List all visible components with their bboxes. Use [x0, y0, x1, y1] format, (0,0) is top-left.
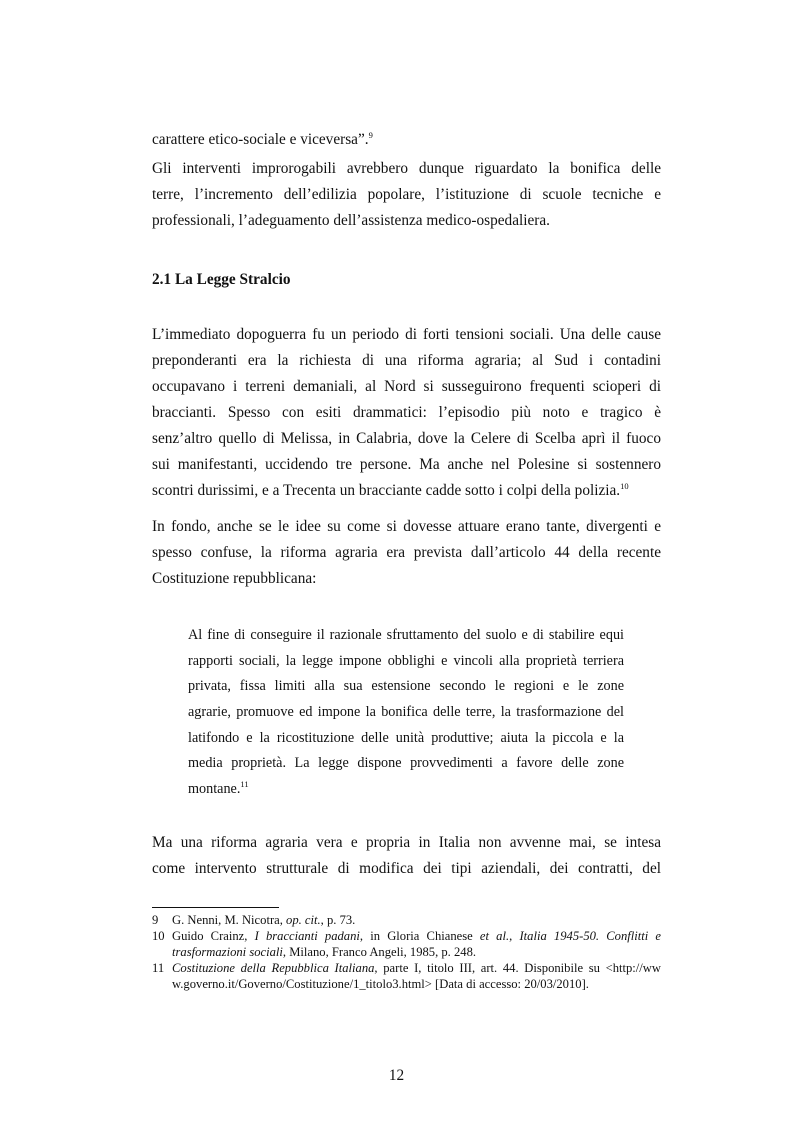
footnote-italic: Costituzione della Repubblica Italiana	[172, 961, 375, 975]
paragraph-line: spesso confuse, la riforma agraria era prevista dall’articolo 44 della recente	[152, 544, 661, 561]
paragraph-line: scontri durissimi, e a Trecenta un bracciante cadde sotto i colpi della polizia.	[152, 482, 621, 499]
footnote-ref-11[interactable]: 11	[240, 779, 249, 790]
quote-line: Al fine di conseguire il razionale sfruttamento del suolo e di stabilire equi	[188, 627, 624, 643]
paragraph-riforma	[152, 830, 661, 882]
paragraph-line: sui manifestanti, uccidendo tre persone. Ma anche nel Polesine si sostennero	[152, 456, 661, 473]
footnote-ref-9[interactable]: 9	[368, 130, 373, 140]
paragraph-line: occupavano i terreni demaniali, al Nord si susseguirono frequenti scioperi di	[152, 378, 661, 395]
paragraph-line: senz’altro quello di Melissa, in Calabria, dove la Celere di Scelba aprì il fuoco	[152, 430, 661, 447]
footnotes	[152, 912, 661, 992]
paragraph-line: Gli interventi improrogabili avrebbero dunque riguardato la bonifica delle	[152, 160, 661, 177]
footnote-number: 10	[152, 929, 165, 943]
footnote-number: 11	[152, 961, 165, 975]
paragraph-line: L’immediato dopoguerra fu un periodo di forti tensioni sociali. Una delle cause	[152, 326, 661, 343]
paragraph-line: preponderanti era la richiesta di una riforma agraria; al Sud i contadini	[152, 352, 661, 369]
footnote-text: , p. 73.	[320, 913, 356, 927]
block-quote	[188, 623, 624, 803]
footnote-italic: trasformazioni sociali	[172, 945, 283, 959]
paragraph-continuation	[152, 127, 661, 153]
section-heading: 2.1 La Legge Stralcio	[152, 271, 291, 288]
paragraph-line: come intervento strutturale di modifica dei tipi aziendali, dei contratti, del	[152, 860, 661, 877]
footnote-text: Guido Crainz,	[172, 929, 255, 943]
paragraph-line: Ma una riforma agraria vera e propria in Italia non avvenne mai, se intesa	[152, 834, 661, 851]
quote-line: rapporti sociali, la legge impone obblighi e vincoli alla proprietà terriera	[188, 652, 624, 669]
paragraph-line: carattere etico-sociale e viceversa”.	[152, 131, 369, 148]
footnote-italic: Italia 1945-50. Conflitti e	[519, 929, 662, 943]
paragraph-in-fondo	[152, 514, 661, 592]
paragraph-line: Costituzione repubblicana:	[152, 570, 317, 587]
quote-line: media proprietà. La legge dispone provvedimenti a favore delle zone	[188, 755, 624, 772]
footnote-text: G. Nenni, M. Nicotra,	[172, 913, 287, 927]
paragraph-line: In fondo, anche se le idee su come si dovesse attuare erano tante, divergenti e	[152, 518, 661, 535]
footnote-text[interactable]: , parte I, titolo III, art. 44. Disponibile su <http://ww	[374, 961, 661, 975]
paragraph-interventi	[152, 156, 661, 234]
paragraph-dopoguerra	[152, 322, 661, 504]
paragraph-line: terre, l’incremento dell’edilizia popolare, l’istituzione di scuole tecniche e	[152, 186, 661, 203]
footnote-italic: et al.	[479, 929, 510, 943]
footnote-11	[152, 960, 661, 992]
footnote-text: ,	[509, 929, 520, 943]
quote-line: montane.	[188, 781, 241, 798]
footnote-ref-10[interactable]: 10	[620, 481, 629, 491]
paragraph-line: professionali, l’adeguamento dell’assistenza medico-ospedaliera.	[152, 212, 550, 229]
quote-line: privata, fissa limiti alla sua estensione secondo le regioni e le zone	[188, 678, 624, 695]
footnote-text: , Milano, Franco Angeli, 1985, p. 248.	[282, 945, 477, 959]
quote-line: latifondo e la ricostituzione delle unità produttive; aiuta la piccola e la	[188, 729, 624, 746]
paragraph-line: braccianti. Spesso con esiti drammatici: l’episodio più noto e tragico è	[152, 404, 661, 421]
footnote-text: , in Gloria Chianese	[359, 929, 480, 943]
quote-line: agrarie, promuove ed impone la bonifica delle terre, la trasformazione del	[188, 704, 624, 721]
footnote-10	[152, 928, 661, 960]
footnote-italic: op. cit.	[286, 913, 321, 927]
footnote-italic: I braccianti padani	[254, 929, 360, 943]
footnote-9	[152, 912, 661, 928]
page-number: 12	[388, 1067, 405, 1084]
footnote-number: 9	[152, 913, 159, 927]
footnote-link-text[interactable]: w.governo.it/Governo/Costituzione/1_titolo3.html> [Data di accesso: 20/03/2010].	[172, 977, 589, 991]
footnote-separator	[152, 907, 279, 908]
